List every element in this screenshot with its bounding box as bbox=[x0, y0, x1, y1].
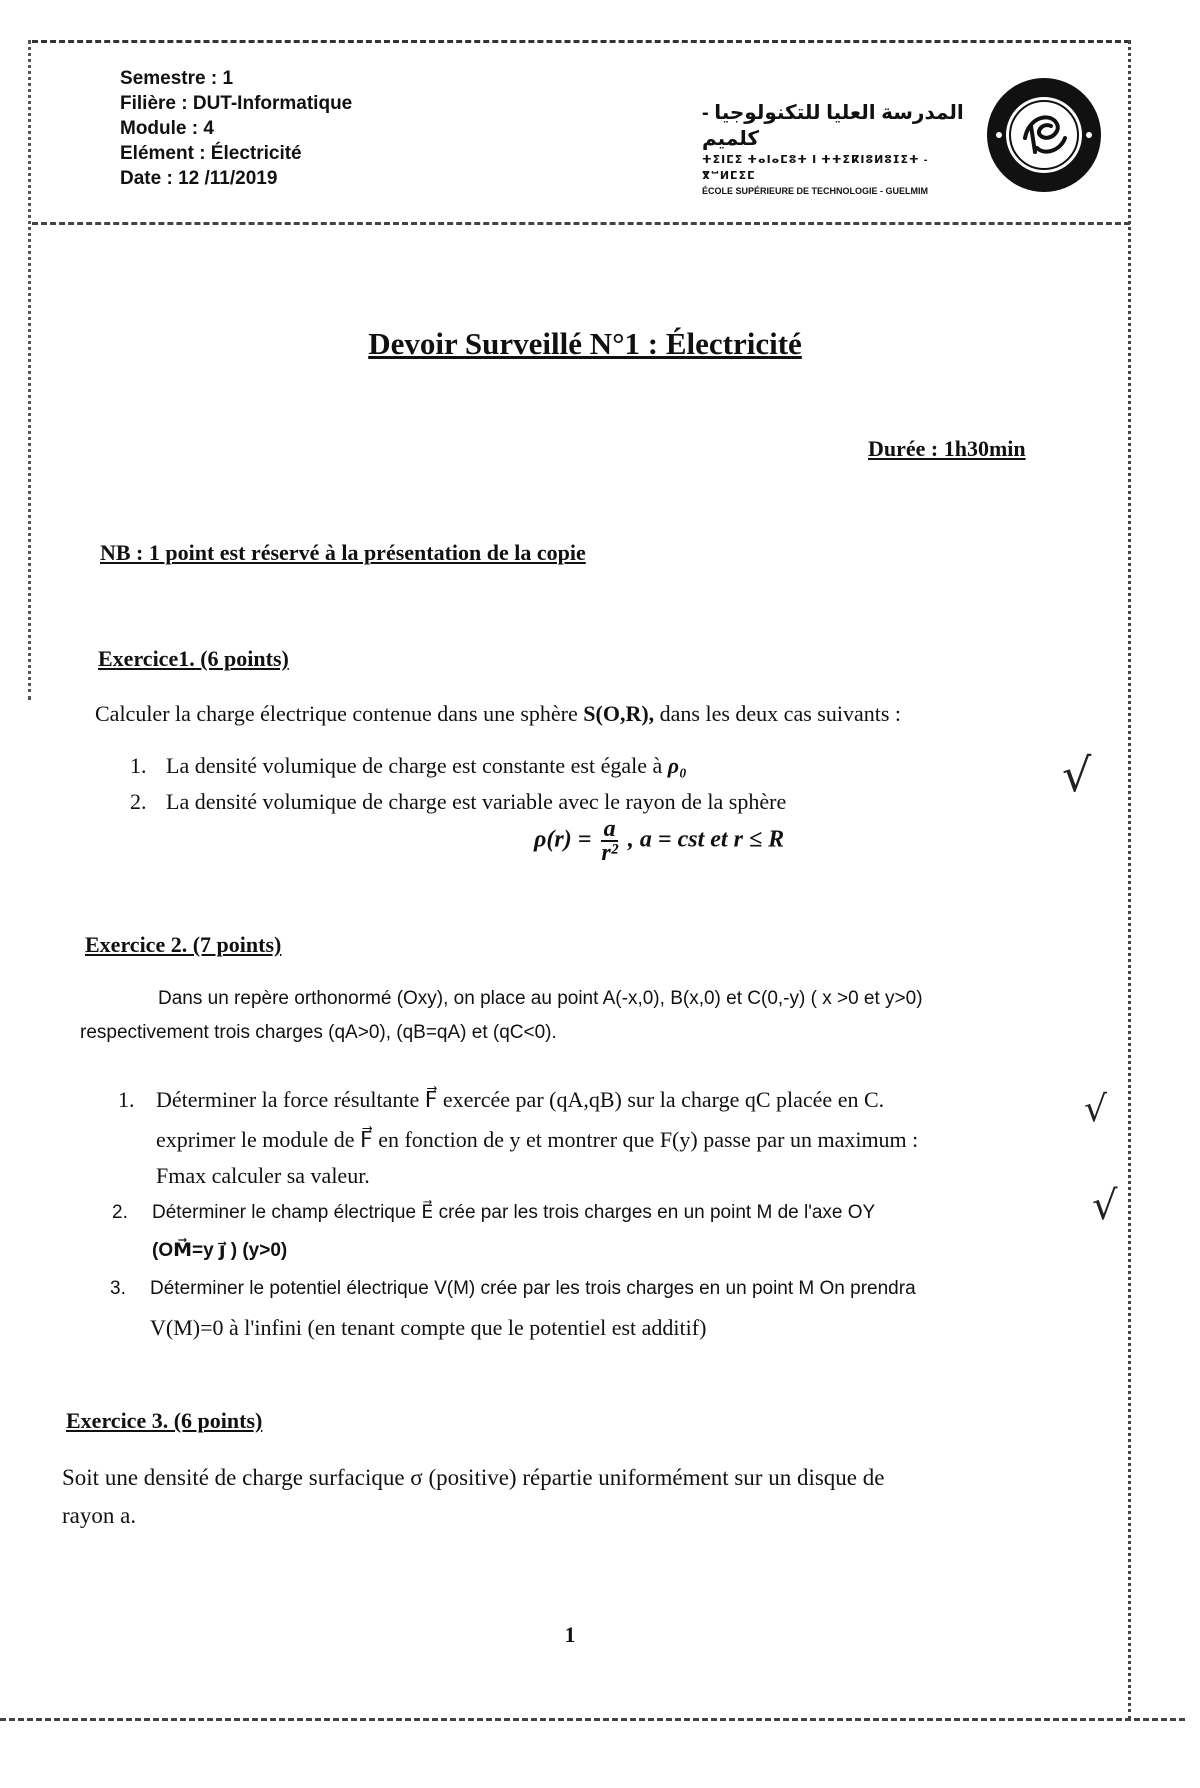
exercise-1-intro bbox=[95, 696, 901, 732]
density-formula bbox=[534, 818, 784, 864]
school-logo-icon bbox=[985, 76, 1103, 194]
exercise-1-intro-b: dans les deux cas suivants : bbox=[659, 701, 902, 726]
school-name-arabic: المدرسة العليا للتكنولوجيا - كلميم bbox=[702, 102, 964, 150]
formula-numerator: a bbox=[603, 816, 616, 842]
exercise-2-intro-line-1: Dans un repère orthonormé (Oxy), on place au point A(-x,0), B(x,0) et C(0,-y) ( x >0 et y>0) bbox=[158, 988, 923, 1009]
formula-denominator: r² bbox=[601, 840, 618, 866]
question-2-line-2: (OM⃗=y j⃗ ) (y>0) bbox=[152, 1240, 288, 1261]
list-number: 2. bbox=[112, 1202, 128, 1223]
handwritten-check-icon: √ bbox=[1092, 1183, 1118, 1229]
school-name-french: ÉCOLE SUPÉRIEURE DE TECHNOLOGIE - GUELMIM bbox=[702, 186, 929, 196]
school-name-tifinagh: ⵜⵉⵏⵎⵉ ⵜⴰⵏⴰⵎⵓⵜ ⵏ ⵜⵜⵉⴽⵏⵓⵍⵓⵊⵉⵜ - ⴳⵯⵍⵎⵉⵎ bbox=[702, 154, 929, 182]
formula-rhs: , a = cst et r ≤ R bbox=[627, 826, 785, 853]
exercise-1-intro-a: Calculer la charge électrique contenue dans une sphère bbox=[95, 701, 578, 726]
question-1-line-2: exprimer le module de F⃗ en fonction de y et montrer que F(y) passe par un maximum : bbox=[156, 1127, 919, 1152]
list-number: 1. bbox=[118, 1087, 135, 1112]
module-label: Module : 4 bbox=[120, 118, 214, 139]
frame-top-border bbox=[32, 40, 1130, 43]
exercise-3-line-2: rayon a. bbox=[62, 1503, 137, 1528]
exercise-2-question-2 bbox=[112, 1196, 875, 1230]
exercise-2-question-3 bbox=[110, 1272, 916, 1306]
frame-right-border bbox=[1128, 40, 1131, 1720]
filiere-label: Filière : DUT-Informatique bbox=[120, 93, 353, 114]
list-text: La densité volumique de charge est variable avec le rayon de la sphère bbox=[166, 789, 787, 814]
question-1-line-3: Fmax calculer sa valeur. bbox=[156, 1163, 370, 1188]
exercise-1-item bbox=[130, 784, 786, 820]
formula-fraction bbox=[601, 818, 618, 864]
list-number: 2. bbox=[130, 789, 147, 814]
sphere-notation: S(O,R), bbox=[583, 701, 655, 726]
question-2-line-1: Déterminer le champ électrique E⃗ crée par les trois charges en un point M de l'axe OY bbox=[152, 1202, 876, 1223]
list-number: 1. bbox=[130, 753, 147, 778]
question-1-line-1: Déterminer la force résultante F⃗ exercée par (qA,qB) sur la charge qC placée en C. bbox=[156, 1087, 885, 1112]
handwritten-check-icon: √ bbox=[1062, 748, 1092, 802]
frame-left-border bbox=[28, 40, 31, 700]
exercise-2-intro-line-2: respectivement trois charges (qA>0), (qB=qA) et (qC<0). bbox=[80, 1022, 557, 1043]
date-label: Date : 12 /11/2019 bbox=[120, 168, 278, 189]
exercise-3-line-1: Soit une densité de charge surfacique σ (positive) répartie uniformément sur un disque de bbox=[62, 1465, 885, 1490]
frame-bottom-border bbox=[0, 1718, 1185, 1721]
handwritten-check-icon: √ bbox=[1084, 1089, 1107, 1130]
exercise-2-question-1 bbox=[118, 1082, 884, 1118]
question-3-line-2: V(M)=0 à l'infini (en tenant compte que le potentiel est additif) bbox=[150, 1315, 707, 1340]
school-name-block bbox=[702, 100, 964, 198]
exercise-1-item bbox=[130, 748, 687, 784]
rho-zero-symbol: ρ₀ bbox=[667, 753, 687, 778]
exercise-1-title: Exercice1. (6 points) bbox=[98, 646, 289, 671]
exam-title: Devoir Surveillé N°1 : Électricité bbox=[368, 326, 802, 361]
header-separator bbox=[32, 222, 1130, 225]
exam-header-info bbox=[120, 66, 352, 191]
semestre-label: Semestre : 1 bbox=[120, 68, 234, 89]
list-text: La densité volumique de charge est constante est égale à bbox=[166, 753, 663, 778]
question-3-line-1: Déterminer le potentiel électrique V(M) crée par les trois charges en un point M On prendra bbox=[150, 1278, 916, 1299]
page-number: 1 bbox=[564, 1622, 576, 1647]
formula-lhs: ρ(r) = bbox=[534, 826, 592, 853]
exercise-3-title: Exercice 3. (6 points) bbox=[66, 1408, 263, 1433]
exam-duration: Durée : 1h30min bbox=[868, 436, 1026, 461]
exercise-2-title: Exercice 2. (7 points) bbox=[85, 932, 282, 957]
list-number: 3. bbox=[110, 1278, 126, 1299]
element-label: Elément : Électricité bbox=[120, 143, 302, 164]
presentation-note: NB : 1 point est réservé à la présentation de la copie bbox=[100, 540, 586, 565]
